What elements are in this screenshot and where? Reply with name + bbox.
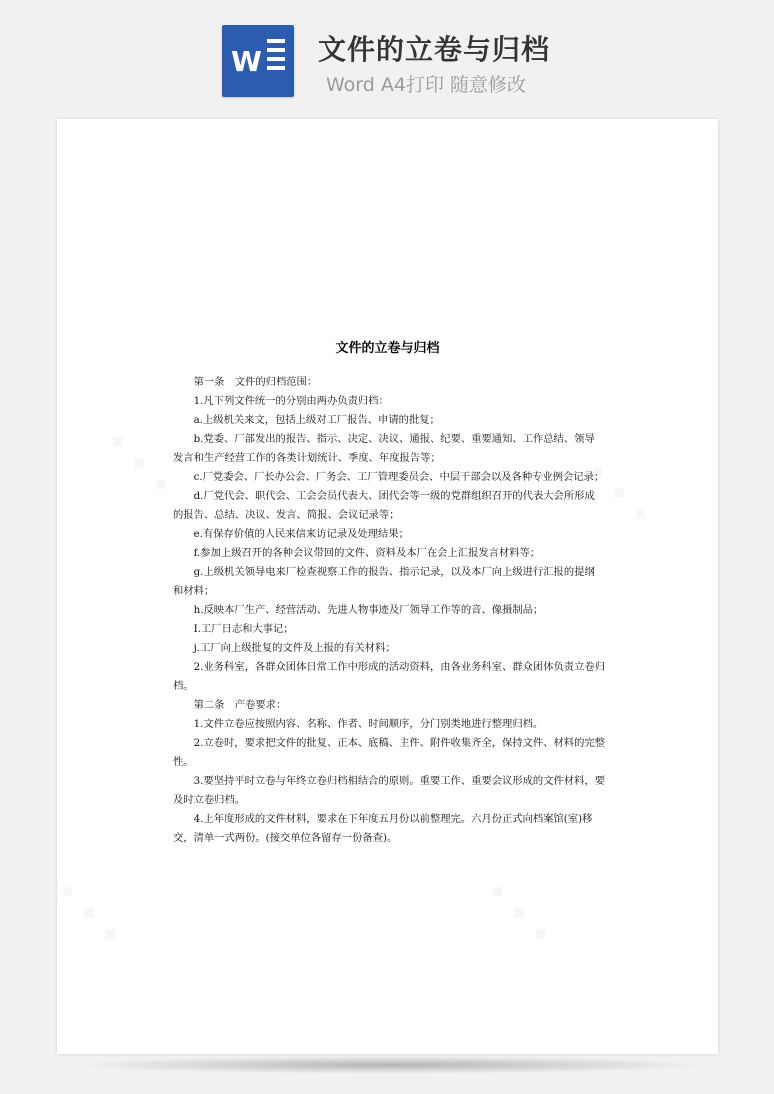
document-title: 文件的立卷与归档	[335, 341, 440, 356]
document-page	[57, 119, 718, 1054]
paragraph: j.工厂向上级批复的文件及上报的有关材料；	[193, 642, 396, 654]
header-title: 文件的立卷与归档	[318, 33, 551, 66]
paragraph: d.厂党代会、职代会、工会会员代表大、团代会等一级的党群组织召开的代表大会所形成的报告、总结、决议、发言、简报、会议记录等；	[173, 490, 595, 521]
paragraph: h.反映本厂生产、经营活动、先进人物事迹及厂领导工作等的音、像摄制品；	[193, 604, 544, 616]
paragraph: 4.上年度形成的文件材料，要求在下年度五月份以前整理完。六月份正式向档案馆(室)移交，清单一式两份。(接交单位各留存一份备查)。	[173, 813, 593, 844]
paragraph: 2.业务科室，各群众团体日常工作中形成的活动资料，由各业务科室、群众团体负责立卷归档。	[173, 661, 605, 692]
paragraph: 第二条 产卷要求：	[193, 699, 287, 711]
word-icon-lines	[267, 39, 285, 75]
page-header	[0, 0, 774, 110]
paragraph: a.上级机关来文，包括上级对工厂报告、申请的批复；	[193, 414, 440, 426]
paragraph: c.厂党委会、厂长办公会、厂务会、工厂管理委员会、中层干部会以及各种专业例会记录；	[193, 471, 605, 483]
paper-shadow	[70, 1056, 710, 1074]
word-icon-letter: W	[231, 45, 262, 78]
document-body	[173, 373, 605, 848]
paragraph: I.工厂日志和大事记；	[193, 623, 294, 635]
paragraph: f.参加上级召开的各种会议带回的文件、资料及本厂在会上汇报发言材料等；	[193, 547, 541, 559]
watermark	[478, 874, 557, 953]
paragraph: g.上级机关领导电来厂检查视察工作的报告、指示记录，以及本厂向上级进行汇报的提纲和材料；	[173, 566, 595, 597]
header-subtitle: Word A4打印 随意修改	[326, 74, 527, 96]
paragraph: 3.要坚持平时立卷与年终立卷归档相结合的原则。重要工作、重要会议形成的文件材料，要及时立卷归档。	[173, 775, 605, 806]
paragraph: 1.文件立卷应按照内容、名称、作者、时间顺序，分门别类地进行整理归档。	[193, 718, 544, 730]
watermark	[57, 874, 128, 953]
paragraph: 第一条 文件的归档范围：	[193, 376, 318, 388]
paragraph: 1.凡下列文件统一的分别由两办负责归档：	[193, 395, 389, 407]
paragraph: 2.立卷时，要求把文件的批复、正本、底稿、主件、附件收集齐全，保持文件、材料的完整性。	[173, 737, 605, 768]
word-icon	[222, 25, 294, 97]
watermark	[98, 424, 177, 503]
paragraph: b.党委、厂部发出的报告、指示、决定、决议、通报、纪要、重要通知、工作总结、领导发言和生产经营工作的各类计划统计、季度、年度报告等；	[173, 433, 595, 464]
paragraph: e.有保存价值的人民来信来访记录及处理结果；	[193, 528, 409, 540]
